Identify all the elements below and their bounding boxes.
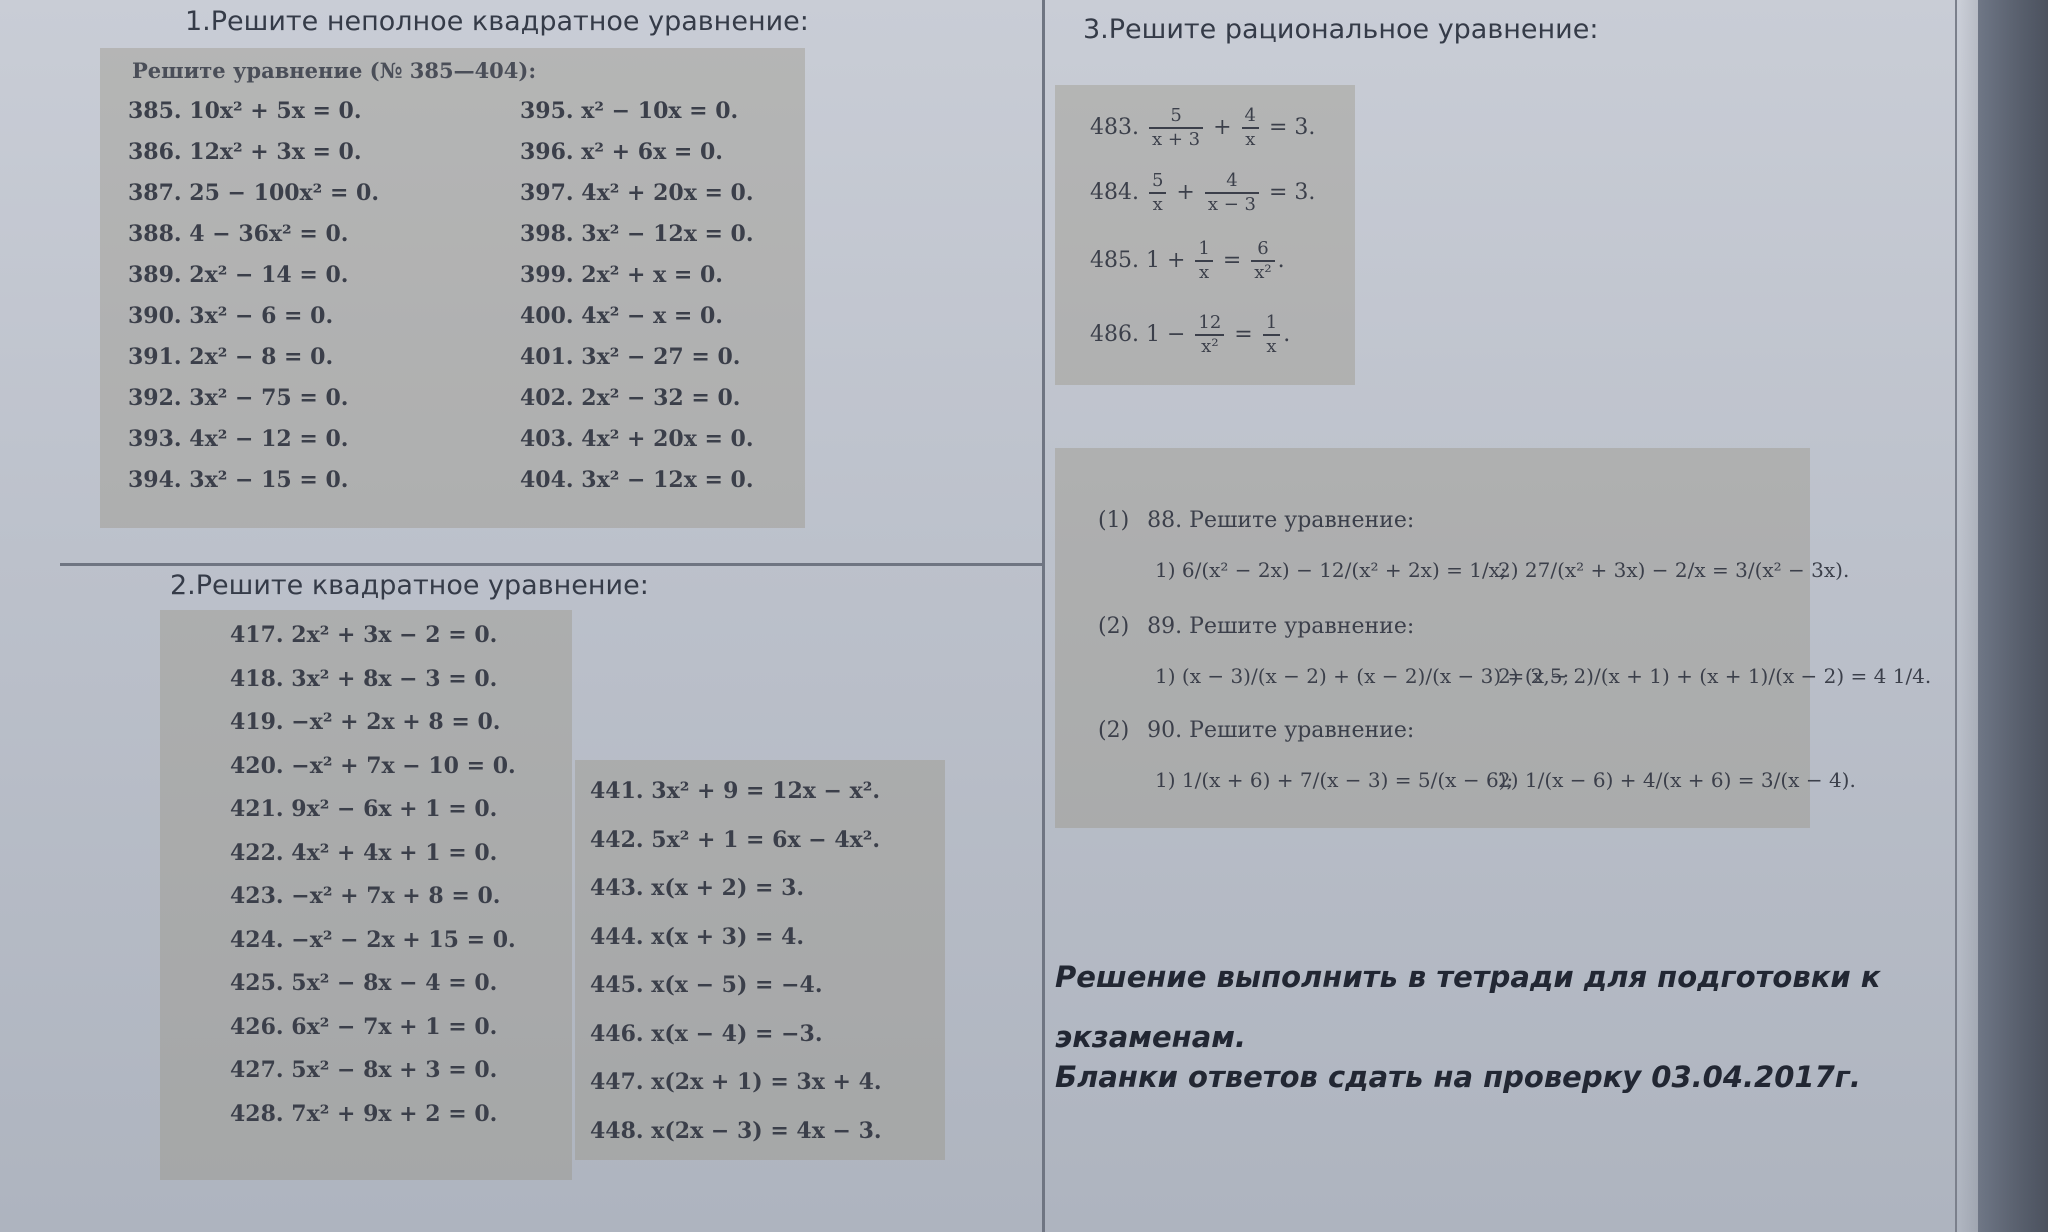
problem-equation: 2x² − 32 = 0. <box>581 385 741 411</box>
page-shadow <box>1960 0 2048 1232</box>
problem-number: 401. <box>520 344 574 370</box>
problem-486-num: 486. <box>1090 322 1139 347</box>
problem-equation: 6x² − 7x + 1 = 0. <box>291 1013 498 1040</box>
problem-equation: 10x² + 5x = 0. <box>189 98 362 124</box>
problem-number: 400. <box>520 303 574 329</box>
section1-right-problem <box>520 98 738 124</box>
section2-right-problem <box>590 972 823 998</box>
problem-number: 399. <box>520 262 574 288</box>
section1-subheading: Решите уравнение (№ 385—404): <box>132 58 537 83</box>
problem-number: 389. <box>128 262 182 288</box>
section2-excerpt-right <box>575 760 945 1160</box>
problem-number: 445. <box>590 972 644 998</box>
section2-right-problem <box>590 827 880 853</box>
section1-right-problem <box>520 139 723 165</box>
section1-heading: 1.Решите неполное квадратное уравнение: <box>185 6 809 37</box>
problem-number: 428. <box>230 1100 284 1127</box>
task-title: 90. Решите уравнение: <box>1147 718 1415 743</box>
problem-number: 427. <box>230 1057 284 1083</box>
problem-equation: 4x² − 12 = 0. <box>189 426 349 452</box>
problem-485: 485. 1 + $\frac{1}{x}$ = $\frac{6}{\text{x²}}$ . <box>1090 238 1285 283</box>
section2-right-problem <box>590 1118 882 1144</box>
section2-left-problem <box>230 753 516 779</box>
problem-equation: −x² − 2x + 15 = 0. <box>291 926 516 953</box>
problem-equation: 5x² + 1 = 6x − 4x². <box>651 826 881 853</box>
problem-equation: x(2x − 3) = 4x − 3. <box>651 1117 882 1144</box>
problem-number: 447. <box>590 1069 644 1095</box>
problem-equation: x(x − 5) = −4. <box>651 972 823 998</box>
problem-equation: 7x² + 9x + 2 = 0. <box>291 1100 498 1127</box>
task-title: 89. Решите уравнение: <box>1147 614 1415 639</box>
problem-number: 423. <box>230 883 284 909</box>
task-0-part-2: 2) 27/(x² + 3x) − 2/x = 3/(x² − 3x). <box>1498 558 1850 582</box>
section2-right-problem <box>590 875 804 901</box>
section1-right-problem <box>520 426 754 452</box>
section1-left-problem <box>128 385 348 411</box>
section1-left-problem <box>128 139 362 165</box>
problem-number: 442. <box>590 826 644 853</box>
problem-number: 403. <box>520 426 574 452</box>
section2-left-problem <box>230 666 497 692</box>
problem-number: 417. <box>230 622 284 648</box>
problem-equation: 4x² + 4x + 1 = 0. <box>291 839 498 866</box>
problem-number: 402. <box>520 385 574 411</box>
section1-left-problem <box>128 303 333 329</box>
task-tag: (2) <box>1098 718 1130 743</box>
problem-equation: x(x + 3) = 4. <box>651 923 805 950</box>
section2-left-problem <box>230 840 497 866</box>
task-2-part-2: 2) 1/(x − 6) + 4/(x + 6) = 3/(x − 4). <box>1498 768 1856 792</box>
problem-equation: x(2x + 1) = 3x + 4. <box>651 1069 882 1095</box>
task-tag: (1) <box>1098 508 1130 533</box>
problem-equation: 3x² + 8x − 3 = 0. <box>291 665 498 692</box>
problem-equation: 2x² − 8 = 0. <box>189 344 334 370</box>
instruction-line-1: Решение выполнить в тетради для подготовки к <box>1055 960 1881 994</box>
task-2-part-1: 1) 1/(x + 6) + 7/(x − 3) = 5/(x − 6); <box>1155 768 1514 792</box>
section1-left-problem <box>128 180 379 206</box>
problem-483-num: 483. <box>1090 115 1139 140</box>
problem-number: 394. <box>128 467 182 493</box>
problem-equation: x² + 6x = 0. <box>581 139 723 165</box>
instruction-line-2: экзаменам. <box>1055 1020 1246 1054</box>
problem-number: 386. <box>128 139 182 165</box>
problem-484: 484. $\frac{5}{x}$ + $\frac{4}{x - 3}$ = 3. <box>1090 170 1316 215</box>
problem-number: 426. <box>230 1013 284 1040</box>
column-divider <box>1042 0 1045 1232</box>
task-1-part-1: 1) (x − 3)/(x − 2) + (x − 2)/(x − 3) = 2,5; <box>1155 664 1570 688</box>
problem-number: 404. <box>520 467 574 493</box>
section1-right-problem <box>520 221 754 247</box>
task-title: 88. Решите уравнение: <box>1147 508 1415 533</box>
problem-equation: x(x − 4) = −3. <box>651 1020 823 1047</box>
instruction-line-3: Бланки ответов сдать на проверку 03.04.2017г. <box>1055 1060 1861 1094</box>
problem-equation: x(x + 2) = 3. <box>651 875 805 901</box>
section1-left-problem <box>128 221 348 247</box>
problem-equation: 3x² − 75 = 0. <box>189 385 349 411</box>
problem-equation: 3x² − 27 = 0. <box>581 344 741 370</box>
problem-number: 418. <box>230 665 284 692</box>
problem-equation: 3x² − 12x = 0. <box>581 221 754 247</box>
section2-left-problem <box>230 796 497 822</box>
section1-left-problem <box>128 467 348 493</box>
section1-left-problem <box>128 98 362 124</box>
section2-right-problem <box>590 1069 882 1095</box>
section2-left-problem <box>230 709 500 735</box>
section1-right-problem <box>520 385 740 411</box>
task-1-header <box>1098 614 1414 639</box>
problem-equation: 2x² + x = 0. <box>581 262 723 288</box>
section1-left-problem <box>128 426 348 452</box>
problem-number: 396. <box>520 139 574 165</box>
problem-equation: x² − 10x = 0. <box>581 98 739 124</box>
problem-number: 444. <box>590 923 644 950</box>
section1-right-problem <box>520 303 723 329</box>
section1-right-problem <box>520 344 740 370</box>
problem-equation: 5x² − 8x + 3 = 0. <box>291 1057 498 1083</box>
task-tag: (2) <box>1098 614 1130 639</box>
section1-left-problem <box>128 344 333 370</box>
problem-equation: 12x² + 3x = 0. <box>189 139 362 165</box>
problem-number: 387. <box>128 180 182 206</box>
problem-equation: 25 − 100x² = 0. <box>189 180 380 206</box>
problem-equation: 4x² − x = 0. <box>581 303 723 329</box>
problem-number: 425. <box>230 970 284 996</box>
section3-heading: 3.Решите рациональное уравнение: <box>1083 14 1599 45</box>
problem-equation: 3x² − 12x = 0. <box>581 467 754 493</box>
section2-left-problem <box>230 1101 497 1127</box>
problem-equation: 9x² − 6x + 1 = 0. <box>291 796 498 822</box>
problem-equation: −x² + 2x + 8 = 0. <box>291 709 501 735</box>
problem-number: 392. <box>128 385 182 411</box>
task-1-part-2: 2) (x − 2)/(x + 1) + (x + 1)/(x − 2) = 4 1/4. <box>1498 664 1932 688</box>
section1-left-problem <box>128 262 348 288</box>
problem-number: 422. <box>230 839 284 866</box>
section2-left-problem <box>230 883 500 909</box>
problem-483: 483. $\frac{5}{x + 3}$ + $\frac{4}{x}$ = 3. <box>1090 105 1316 150</box>
problem-number: 397. <box>520 180 574 206</box>
section2-left-problem <box>230 970 497 996</box>
problem-equation: 3x² − 15 = 0. <box>189 467 349 493</box>
section2-left-problem <box>230 622 497 648</box>
section2-right-problem <box>590 778 880 804</box>
section2-left-problem <box>230 1057 497 1083</box>
right-border <box>1955 0 1957 1232</box>
section-divider <box>60 563 1042 566</box>
task-0-header <box>1098 508 1414 533</box>
problem-number: 388. <box>128 221 182 247</box>
section2-right-problem <box>590 924 804 950</box>
problem-equation: 3x² + 9 = 12x − x². <box>651 778 881 804</box>
section1-right-problem <box>520 262 723 288</box>
problem-equation: −x² + 7x + 8 = 0. <box>291 883 501 909</box>
problem-number: 390. <box>128 303 182 329</box>
problem-number: 420. <box>230 752 284 779</box>
problem-number: 443. <box>590 875 644 901</box>
problem-number: 441. <box>590 778 644 804</box>
section2-heading: 2.Решите квадратное уравнение: <box>170 570 649 601</box>
problem-number: 424. <box>230 926 284 953</box>
problem-equation: 4x² + 20x = 0. <box>581 426 754 452</box>
problem-number: 385. <box>128 98 182 124</box>
problem-484-num: 484. <box>1090 180 1139 205</box>
problem-486: 486. 1 − $\frac{12}{\text{x²}}$ = $\frac{1}{x}$ . <box>1090 312 1291 357</box>
problem-485-num: 485. <box>1090 248 1139 273</box>
problem-number: 421. <box>230 796 284 822</box>
section1-right-problem <box>520 467 754 493</box>
problem-number: 395. <box>520 98 574 124</box>
problem-equation: 2x² − 14 = 0. <box>189 262 349 288</box>
task-0-part-1: 1) 6/(x² − 2x) − 12/(x² + 2x) = 1/x; <box>1155 558 1507 582</box>
problem-number: 398. <box>520 221 574 247</box>
problem-number: 448. <box>590 1117 644 1144</box>
problem-equation: 3x² − 6 = 0. <box>189 303 334 329</box>
problem-equation: 2x² + 3x − 2 = 0. <box>291 622 498 648</box>
problem-equation: 4x² + 20x = 0. <box>581 180 754 206</box>
problem-equation: 5x² − 8x − 4 = 0. <box>291 970 498 996</box>
problem-equation: 4 − 36x² = 0. <box>189 221 349 247</box>
problem-number: 419. <box>230 709 284 735</box>
section1-right-problem <box>520 180 754 206</box>
problem-equation: −x² + 7x − 10 = 0. <box>291 752 516 779</box>
section2-right-problem <box>590 1021 823 1047</box>
section2-left-problem <box>230 1014 497 1040</box>
section2-left-problem <box>230 927 516 953</box>
problem-number: 391. <box>128 344 182 370</box>
problem-number: 393. <box>128 426 182 452</box>
task-2-header <box>1098 718 1414 743</box>
problem-number: 446. <box>590 1020 644 1047</box>
